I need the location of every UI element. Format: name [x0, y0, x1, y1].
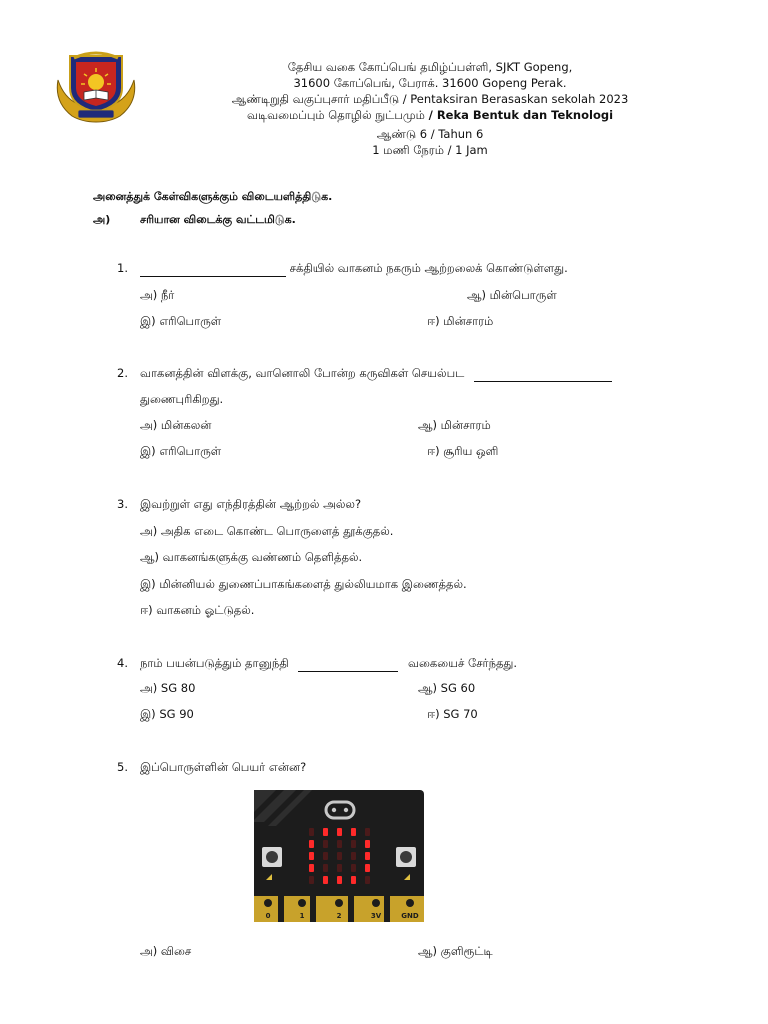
led: [323, 864, 328, 872]
header-address: 31600 கோப்பெங், பேராக். 31600 Gopeng Perak.: [293, 76, 567, 90]
question-4-stem: நாம் பயன்படுத்தும் தானுந்தி: [140, 656, 289, 670]
pin-hole: [406, 899, 414, 907]
option-a[interactable]: அ) SG 80: [140, 681, 196, 695]
option-a[interactable]: அ) மின்கலன்: [140, 418, 212, 432]
microbit-board-image: [254, 790, 424, 922]
button-b: [396, 847, 416, 867]
option-d[interactable]: ஈ) மின்சாரம்: [427, 314, 494, 328]
answer-blank: [298, 659, 398, 672]
led: [309, 852, 314, 860]
option-a[interactable]: அ) விசை: [140, 944, 192, 958]
led: [309, 864, 314, 872]
led: [323, 876, 328, 884]
main-instruction: அனைத்துக் கேள்விகளுக்கும் விடையளித்திடுக.: [93, 190, 333, 203]
header-subject-tamil: வடிவமைப்பும் தொழில் நுட்பமும்: [246, 108, 425, 122]
led: [337, 852, 342, 860]
section-marker: அ): [93, 213, 111, 226]
option-c[interactable]: இ) எரிபொருள்: [140, 444, 222, 458]
led: [365, 852, 370, 860]
pin-label: 1: [299, 912, 305, 920]
question-5-text: இப்பொருள்ளின் பெயர் என்ன?: [140, 760, 307, 774]
question-3-text: இவற்றுள் எது எந்திரத்தின் ஆற்றல் அல்ல?: [140, 497, 362, 511]
header-duration: 1 மணி நேரம் / 1 Jam: [372, 143, 488, 157]
question-2-number: 2.: [117, 366, 128, 380]
option-c[interactable]: இ) SG 90: [140, 707, 194, 721]
option-b[interactable]: ஆ) மின்பொருள்: [467, 288, 557, 302]
led: [351, 852, 356, 860]
led: [365, 864, 370, 872]
question-2-text: [140, 366, 612, 382]
led: [365, 828, 370, 836]
pin-hole: [335, 899, 343, 907]
led: [365, 840, 370, 848]
pin-hole: [298, 899, 306, 907]
led: [351, 864, 356, 872]
led: [351, 828, 356, 836]
led: [337, 864, 342, 872]
option-b[interactable]: ஆ) SG 60: [418, 681, 476, 695]
header-subject-malay: / Reka Bentuk dan Teknologi: [428, 108, 614, 122]
section-instruction: சரியான விடைக்கு வட்டமிடுக.: [140, 213, 296, 226]
answer-blank: [474, 369, 612, 382]
led: [351, 876, 356, 884]
option-b[interactable]: ஆ) குளிரூட்டி: [418, 944, 493, 958]
led: [337, 840, 342, 848]
option-a[interactable]: அ) அதிக எடை கொண்ட பொருளைத் தூக்குதல்.: [140, 524, 394, 538]
header-year: ஆண்டு 6 / Tahun 6: [376, 127, 484, 141]
question-4-stem-end: வகையைச் சேர்ந்தது.: [408, 656, 518, 670]
led: [309, 828, 314, 836]
question-1-text: [140, 261, 568, 277]
question-4-number: 4.: [117, 656, 128, 670]
question-3-number: 3.: [117, 497, 128, 511]
led: [365, 876, 370, 884]
option-d[interactable]: ஈ) வாகனம் ஓட்டுதல்.: [140, 603, 255, 617]
led: [337, 876, 342, 884]
pin-hole: [372, 899, 380, 907]
option-c[interactable]: இ) மின்னியல் துணைப்பாகங்களைத் துல்லியமாக இணைத்தல்.: [140, 577, 467, 591]
answer-blank: [140, 264, 286, 277]
pin-label: 3V: [370, 912, 382, 920]
header-assessment: ஆண்டிறுதி வகுப்புசார் மதிப்பீடு / Pentaksiran Berasaskan sekolah 2023: [231, 92, 629, 106]
school-logo: [54, 46, 138, 126]
header-subject: [180, 108, 680, 124]
led: [323, 852, 328, 860]
led: [309, 876, 314, 884]
led: [309, 840, 314, 848]
question-5-number: 5.: [117, 760, 128, 774]
pin-label: 2: [336, 912, 342, 920]
option-d[interactable]: ஈ) சூரிய ஒளி: [427, 444, 499, 458]
led: [337, 828, 342, 836]
question-4-text: [140, 656, 517, 672]
led: [323, 840, 328, 848]
option-b[interactable]: ஆ) மின்சாரம்: [418, 418, 491, 432]
question-1-stem: சக்தியில் வாகனம் நகரும் ஆற்றலைக் கொண்டுள்ளது.: [289, 261, 568, 275]
option-a[interactable]: அ) நீர்: [140, 288, 175, 302]
led: [323, 828, 328, 836]
pin-label: 0: [265, 912, 271, 920]
question-2-stem: வாகனத்தின் விளக்கு, வானொலி போன்ற கருவிகள் செயல்பட: [140, 366, 465, 380]
question-2-text-line2: துணைபுரிகிறது.: [140, 392, 224, 406]
option-b[interactable]: ஆ) வாகனங்களுக்கு வண்ணம் தெளித்தல்.: [140, 550, 363, 564]
pin-label: GND: [401, 912, 419, 920]
pin-hole: [264, 899, 272, 907]
button-a: [262, 847, 282, 867]
led: [351, 840, 356, 848]
header-school-name: தேசிய வகை கோப்பெங் தமிழ்ப்பள்ளி, SJKT Gopeng,: [287, 60, 573, 74]
option-d[interactable]: ஈ) SG 70: [427, 707, 478, 721]
question-1-number: 1.: [117, 261, 128, 275]
option-c[interactable]: இ) எரிபொருள்: [140, 314, 222, 328]
